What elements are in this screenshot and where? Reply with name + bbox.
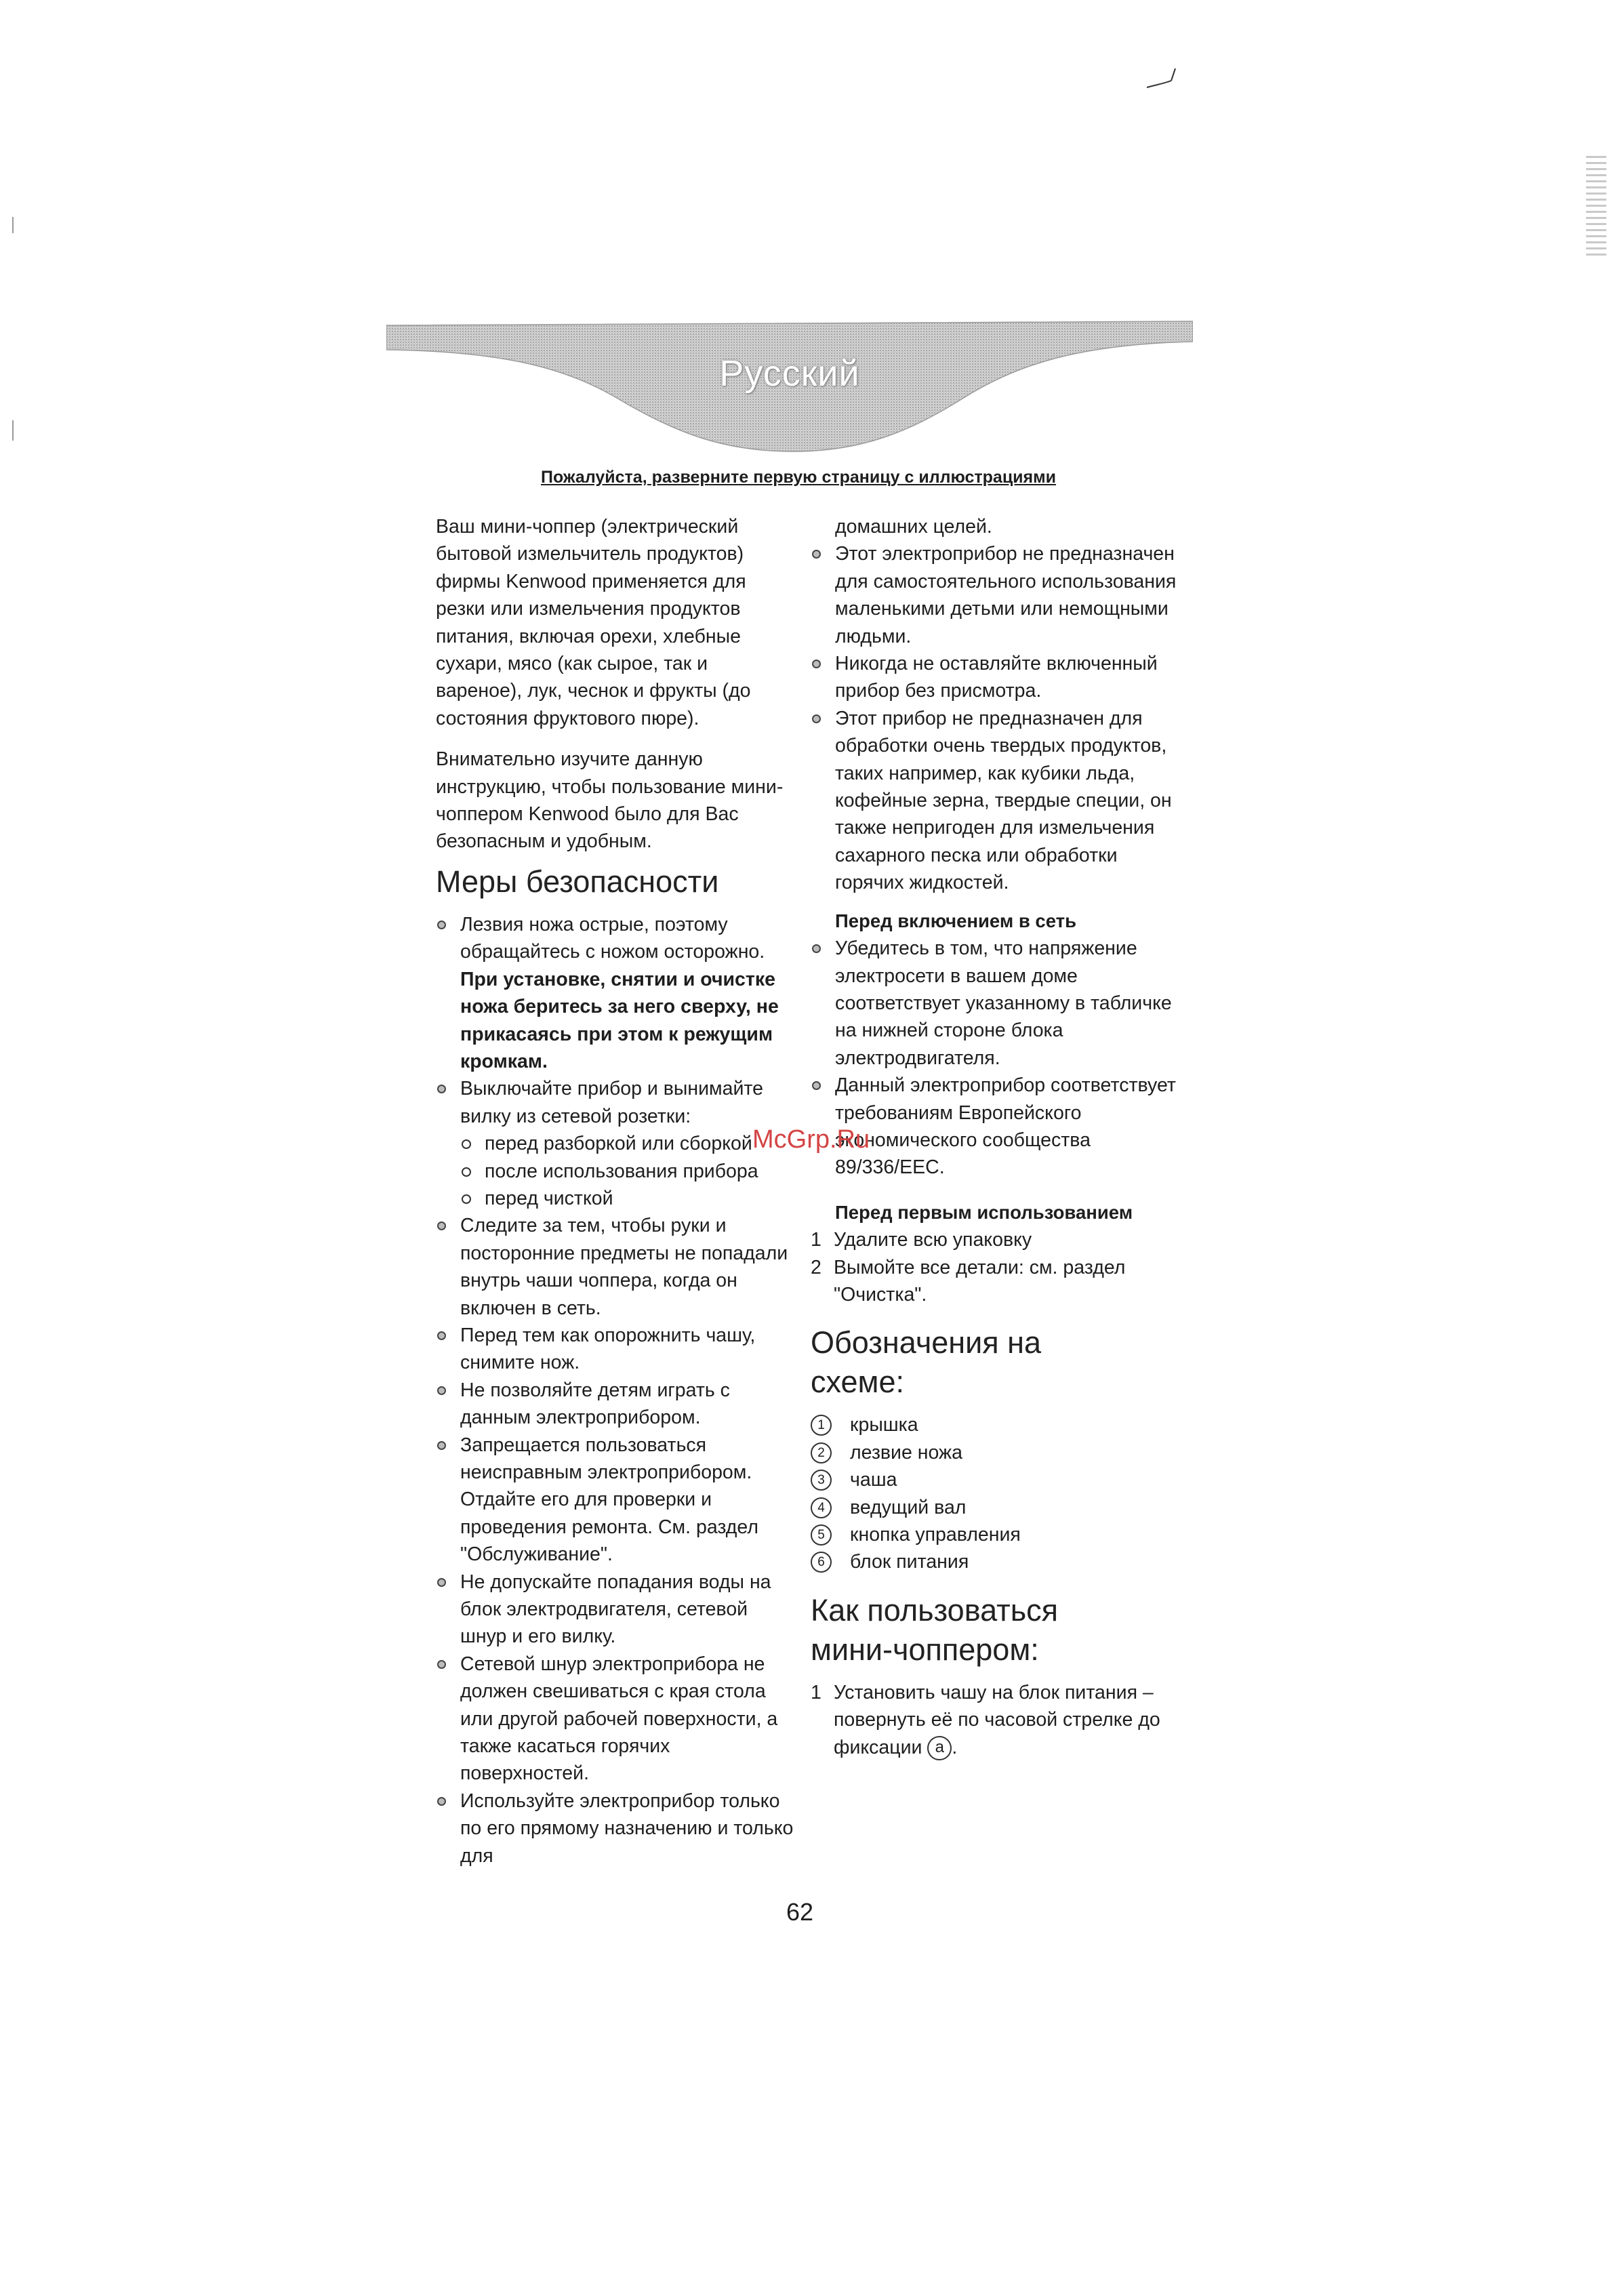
safety-item-not-for-children: Этот электроприбор не предназначен для самостоятельного использования маленькими детьми или немощными людьми. xyxy=(811,540,1180,650)
legend-label: блок питания xyxy=(850,1551,969,1573)
circled-a-marker: a xyxy=(927,1736,952,1760)
step-text: Удалите всю упаковку xyxy=(834,1229,1032,1251)
intro-paragraph-2: Внимательно изучите данную инструкцию, чтобы пользование мини-чоппером Kenwood было для Вас безопасным и удобным. xyxy=(436,748,784,853)
usage-list xyxy=(811,1679,1180,1761)
first-use-list xyxy=(811,1226,1180,1308)
legend-label: крышка xyxy=(850,1414,918,1436)
usage-step xyxy=(811,1679,1180,1761)
legend-item xyxy=(811,1494,1180,1521)
legend-item xyxy=(811,1466,1180,1493)
plug-item-eec: Данный электроприбор соответствует требованиям Европейского экономического сообщества 89/336/EEC. xyxy=(811,1072,1180,1181)
scan-edge-speck xyxy=(1586,156,1606,258)
sub-item-after-use: после использования прибора xyxy=(460,1158,796,1185)
legend-number: 2 xyxy=(811,1442,832,1463)
safety-item-unattended: Никогда не оставляйте включенный прибор без присмотра. xyxy=(811,650,1180,705)
usage-step-text: Установить чашу на блок питания – повернуть её по часовой стрелке до фиксации xyxy=(834,1681,1160,1758)
safety-item-intended-use: Используйте электроприбор только по его прямому назначению и только для xyxy=(436,1787,796,1870)
step-number: 1 xyxy=(811,1229,821,1251)
legend-number: 1 xyxy=(811,1415,832,1436)
legend-item xyxy=(811,1439,1180,1466)
safety-item-remove-blade: Перед тем как опорожнить чашу, снимите нож. xyxy=(436,1322,796,1377)
legend-item xyxy=(811,1548,1180,1575)
safety-item-children: Не позволяйте детям играть с данным электроприбором. xyxy=(436,1377,796,1432)
safety-item-faulty: Запрещается пользоваться неисправным электроприбором. Отдайте его для проверки и проведения ремонта. См. раздел "Обслуживание". xyxy=(436,1432,796,1569)
safety-item-unplug-text: Выключайте прибор и вынимайте вилку из сетевой розетки: xyxy=(460,1078,763,1127)
safety-item-hard-foods: Этот прибор не предназначен для обработки очень твердых продуктов, таких например, как кубики льда, кофейные зерна, твердые специи, он также непригоден для измельчения сахарного песка или обработки горячих жидкостей. xyxy=(811,705,1180,897)
continuation-text: домашних целей. xyxy=(835,516,992,538)
legend-number: 4 xyxy=(811,1497,832,1518)
safety-list xyxy=(436,911,796,1870)
illustrations-notice: Пожалуйста, разверните первую страницу с иллюстрациями xyxy=(540,468,1057,487)
legend-label: чаша xyxy=(850,1469,897,1491)
language-title: Русский xyxy=(719,353,860,394)
safety-item-blades xyxy=(436,911,796,1075)
intro-paragraph-1: Ваш мини-чоппер (электрический бытовой измельчитель продуктов) фирмы Kenwood применяется для резки или измельчения продуктов питания, включая орехи, хлебные сухари, мясо (как сырое, так и вареное), лук, чеснок и фрукты (до состояния фруктового пюре). xyxy=(436,516,751,729)
usage-step-end: . xyxy=(952,1736,958,1758)
first-use-heading: Перед первым использованием xyxy=(835,1201,1133,1223)
legend-item xyxy=(811,1521,1180,1548)
step-number: 1 xyxy=(811,1681,821,1703)
first-use-step xyxy=(811,1226,1180,1253)
plug-item-voltage: Убедитесь в том, что напряжение электросети в вашем доме соответствует указанному в табличке на нижней стороне блока электродвигателя. xyxy=(811,935,1180,1072)
left-column xyxy=(436,513,796,1870)
first-use-step xyxy=(811,1254,1180,1309)
legend-item xyxy=(811,1411,1180,1438)
sub-item-cleaning: перед чисткой xyxy=(460,1185,796,1212)
before-plug-heading: Перед включением в сеть xyxy=(835,910,1076,931)
scan-edge-speck xyxy=(12,217,14,233)
watermark: McGrp.Ru xyxy=(752,1125,870,1154)
diagram-legend xyxy=(811,1411,1180,1575)
legend-label: ведущий вал xyxy=(850,1496,967,1518)
legend-label: кнопка управления xyxy=(850,1524,1021,1545)
scan-edge-speck xyxy=(12,420,14,441)
safety-item-blades-text: Лезвия ножа острые, поэтому обращайтесь с ножом осторожно. xyxy=(460,913,765,963)
step-number: 2 xyxy=(811,1256,821,1278)
safety-item-blades-warning: При установке, снятии и очистке ножа беритесь за него сверху, не прикасаясь при этом к режущим кромкам. xyxy=(460,968,779,1072)
legend-number: 5 xyxy=(811,1524,832,1545)
scan-mark-icon xyxy=(1145,64,1179,92)
unplug-sublist xyxy=(460,1130,796,1212)
safety-list-continued xyxy=(811,540,1180,896)
sub-item-assembly: перед разборкой или сборкой xyxy=(460,1130,796,1157)
legend-number: 6 xyxy=(811,1552,832,1573)
legend-heading: Обозначения на схеме: xyxy=(811,1325,1042,1400)
legend-number: 3 xyxy=(811,1470,832,1491)
safety-item-water: Не допускайте попадания воды на блок электродвигателя, сетевой шнур и его вилку. xyxy=(436,1569,796,1651)
safety-heading: Меры безопасности xyxy=(436,864,719,899)
legend-label: лезвие ножа xyxy=(850,1441,962,1463)
safety-item-cord: Сетевой шнур электроприбора не должен свешиваться с края стола или другой рабочей поверхности, а также касаться горячих поверхностей. xyxy=(436,1651,796,1787)
page-number: 62 xyxy=(786,1898,814,1926)
step-text: Вымойте все детали: см. раздел "Очистка". xyxy=(834,1256,1126,1306)
safety-item-hands: Следите за тем, чтобы руки и посторонние предметы не попадали внутрь чаши чоппера, когда он включен в сеть. xyxy=(436,1212,796,1322)
safety-item-unplug xyxy=(436,1075,796,1212)
usage-heading: Как пользоваться мини-чоппером: xyxy=(811,1592,1059,1667)
